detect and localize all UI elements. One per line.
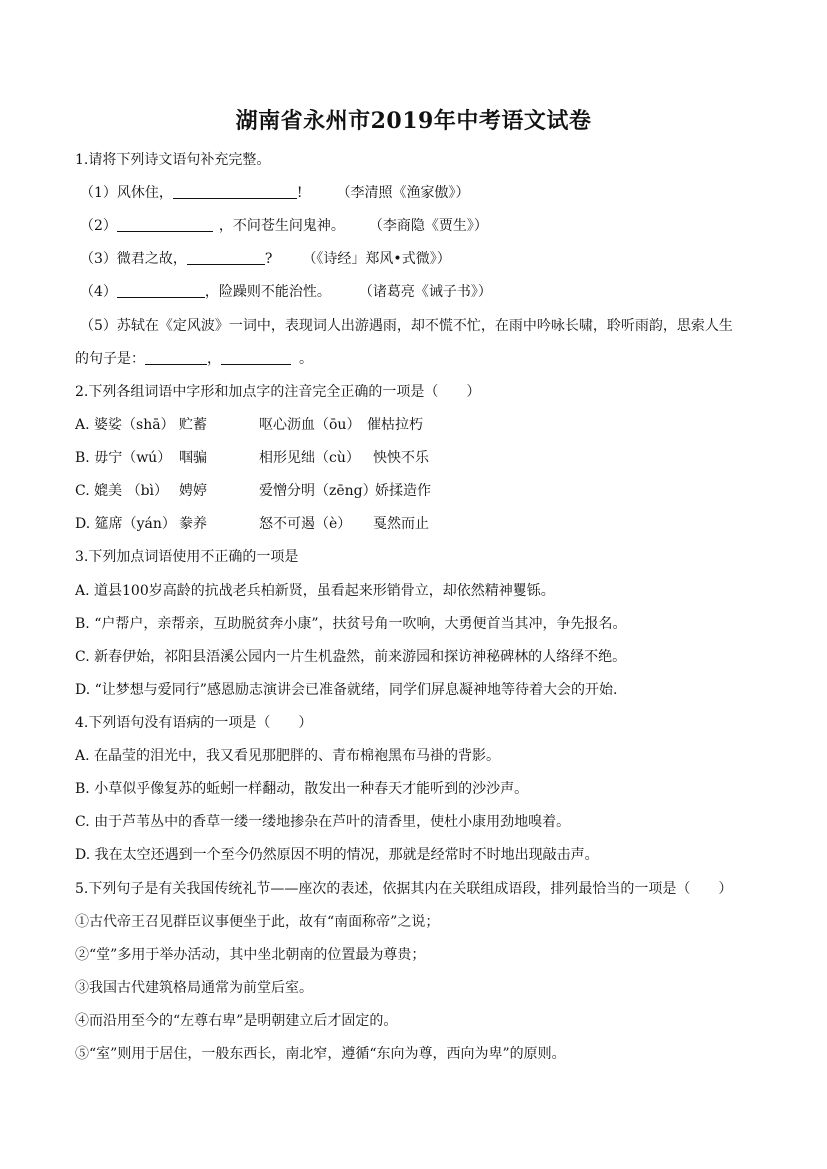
q1-item1-source: （李清照《渔家傲》） [336,185,470,201]
q2-b-word4: 怏怏不乐 [373,450,429,466]
q1-item4-source: （诸葛亮《诫子书》） [358,284,492,300]
q2-c-word1: C. 媲美 （bì） [75,483,169,499]
q1-item4-text: ，险躁则不能治性。 [204,284,331,300]
answer-blank[interactable] [221,350,291,365]
q5-sentence-4: ④而沿用至今的“左尊右卑”是明朝建立后才固定的。 [75,1013,398,1029]
q2-d-word3: 怒不可遏（è） [259,516,352,532]
q4-option-d[interactable]: D. 我在太空还遇到一个至今仍然原因不明的情况，那就是经常时不时地出现敲击声。 [75,847,599,863]
q2-c-word2: 娉婷 [179,483,207,499]
answer-blank[interactable] [117,217,213,232]
q1-item-5-line2 [75,349,313,369]
q2-d-word4: 戛然而止 [373,516,429,532]
q5-sentence-2: ②“堂”多用于举办活动，其中坐北朝南的位置最为尊贵； [75,947,426,963]
q2-c-word3: 爱憎分明（zēng） [259,483,377,499]
q1-item-4 [80,282,492,302]
q5-sentence-3: ③我国古代建筑格局通常为前堂后室。 [75,980,313,996]
q2-b-word1: B. 毋宁（wú） [75,450,172,466]
q1-stem: 1.请将下列诗文语句补充完整。 [75,152,271,168]
q4-option-a[interactable]: A. 在晶莹的泪光中，我又看见那肥胖的、青布棉袍黑布马褂的背影。 [75,748,501,764]
q3-option-d[interactable]: D. “让梦想与爱同行”感恩励志演讲会已准备就绪，同学们屏息凝神地等待着大会的开始. [75,682,618,698]
answer-blank[interactable] [187,250,265,265]
q5-sentence-1: ①古代帝王召见群臣议事便坐于此，故有“南面称帝”之说； [75,914,440,930]
answer-blank[interactable] [117,283,205,298]
answer-blank[interactable] [173,184,297,199]
q1-item3-text: （3）微君之故， [80,251,187,267]
q1-item2-source: （李商隐《贾生》） [368,218,488,234]
q1-item-3 [80,249,451,269]
page-title: 湖南省永州市2019年中考语文试卷 [235,108,592,134]
q2-c-word4: 娇揉造作 [375,483,431,499]
q3-option-a[interactable]: A. 道县100岁高龄的抗战老兵柏新贤，虽看起来形销骨立，却依然精神矍铄。 [75,583,555,599]
q2-a-word2: 贮蓄 [179,417,207,433]
q1-item5-period: 。 [299,351,313,367]
q2-a-word4: 催枯拉朽 [367,417,423,433]
q5-stem: 5.下列句子是有关我国传统礼节——座次的表述，依据其内在关联组成语段，排列最恰当的一项是（ ） [75,881,733,897]
q2-stem: 2.下列各组词语中字形和加点字的注音完全正确的一项是（ ） [75,384,481,400]
q3-option-b[interactable]: B. “户帮户，亲帮亲，互助脱贫奔小康”，扶贫号角一吹响，大勇便首当其冲，争先报名。 [75,616,627,632]
q5-sentence-5: ⑤“室”则用于居住，一般东西长，南北窄，遵循“东向为尊，西向为卑”的原则。 [75,1046,566,1062]
q1-item1-punct: ! [296,185,303,201]
q2-a-word1: A. 婆娑（shā） [75,417,175,433]
q2-option-c[interactable] [75,481,431,501]
q1-item3-source: （《诗经」郑风•式微》） [302,251,451,267]
q4-option-b[interactable]: B. 小草似乎像复苏的蚯蚓一样翻动，散发出一种春天才能听到的沙沙声。 [75,781,529,797]
q1-item2-label: （2） [80,218,117,234]
q1-item5-text: 的句子是： [75,351,145,367]
q2-d-word2: 豢养 [179,516,207,532]
q2-option-d[interactable] [75,514,429,534]
q4-stem: 4.下列语句没有语病的一项是（ ） [75,715,313,731]
q1-item-1 [80,183,470,203]
q2-b-word3: 相形见绌（cù） [259,450,360,466]
q4-option-c[interactable]: C. 由于芦苇丛中的香草一缕一缕地掺杂在芦叶的清香里，使杜小康用劲地嗅着。 [75,814,571,830]
q1-item3-punct: ? [264,251,273,267]
q2-a-word3: 呕心沥血（ōu） [259,417,361,433]
answer-blank[interactable] [145,350,207,365]
q2-b-word2: 啯骗 [179,450,207,466]
q3-option-c[interactable]: C. 新春伊始，祁阳县浯溪公园内一片生机盎然，前来游园和探访神秘碑林的人络绎不绝。 [75,649,627,665]
q2-option-a[interactable] [75,415,423,435]
q2-option-b[interactable] [75,448,429,468]
q1-item5-comma: ， [207,351,221,367]
q1-item2-text: ，不问苍生问鬼神。 [218,218,345,234]
q2-d-word1: D. 筵席（yán） [75,516,176,532]
q1-item1-text: （1）风休住， [80,185,173,201]
q3-stem: 3.下列加点词语使用不正确的一项是 [75,549,299,565]
q1-item-5-line1: （5）苏轼在《定风波》一词中，表现词人出游遇雨，却不慌不忙，在雨中吟咏长啸，聆听雨韵，思索人生 [80,318,733,334]
q1-item4-label: （4） [80,284,117,300]
q1-item-2 [80,216,488,236]
